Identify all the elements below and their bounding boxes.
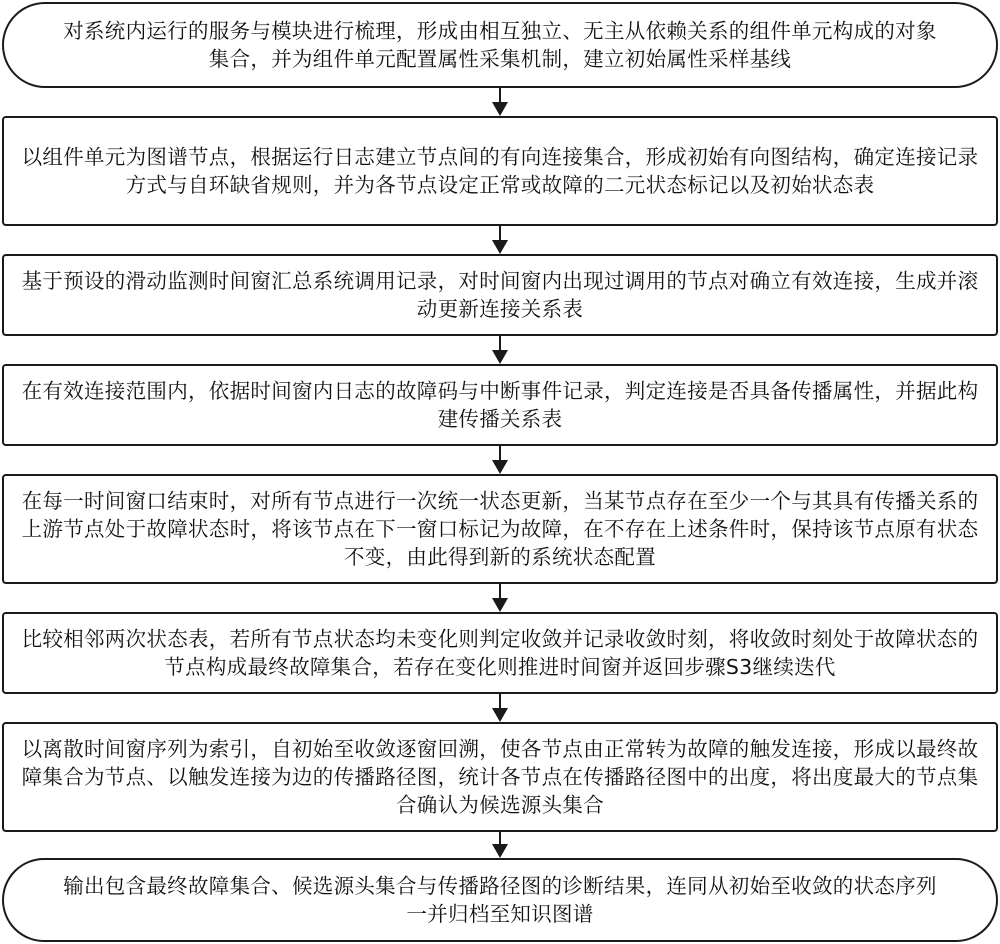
step-5-box (2, 474, 998, 584)
step-3-text: 基于预设的滑动监测时间窗汇总系统调用记录，对时间窗内出现过调用的节点对确立有效连接，生成并滚动更新连接关系表 (21, 269, 979, 321)
arrow-5-to-6 (490, 584, 510, 612)
step-2-text: 以组件单元为图谱节点，根据运行日志建立节点间的有向连接集合，形成初始有向图结构，确定连接记录方式与自环缺省规则，并为各节点设定正常或故障的二元状态标记以及初始状态表 (21, 145, 979, 197)
step-8-text: 输出包含最终故障集合、候选源头集合与传播路径图的诊断结果，连同从初始至收敛的状态序列一并归档至知识图谱 (63, 874, 937, 926)
step-2-box (2, 116, 998, 226)
arrow-3-to-4 (490, 336, 510, 364)
arrow-6-to-7 (490, 694, 510, 722)
arrow-7-to-8 (490, 832, 510, 858)
step-8-end-box (2, 858, 998, 942)
step-1-text: 对系统内运行的服务与模块进行梳理，形成由相互独立、无主从依赖关系的组件单元构成的对象集合，并为组件单元配置属性采集机制，建立初始属性采样基线 (63, 19, 937, 71)
step-4-box (2, 364, 998, 446)
arrow-1-to-2 (490, 88, 510, 116)
arrow-4-to-5 (490, 446, 510, 474)
step-3-box (2, 254, 998, 336)
arrow-2-to-3 (490, 226, 510, 254)
step-1-start-box (2, 2, 998, 88)
step-5-text: 在每一时间窗口结束时，对所有节点进行一次统一状态更新，当某节点存在至少一个与其具有传播关系的上游节点处于故障状态时，将该节点在下一窗口标记为故障，在不存在上述条件时，保持该节点原有状态不变，由此得到新的系统状态配置 (21, 489, 979, 569)
step-7-text: 以离散时间窗序列为索引，自初始至收敛逐窗回溯，使各节点由正常转为故障的触发连接，形成以最终故障集合为节点、以触发连接为边的传播路径图，统计各节点在传播路径图中的出度，将出度最大的节点集合确认为候选源头集合 (21, 737, 979, 817)
step-7-box (2, 722, 998, 832)
step-4-text: 在有效连接范围内，依据时间窗内日志的故障码与中断事件记录，判定连接是否具备传播属性，并据此构建传播关系表 (21, 379, 979, 431)
step-6-text: 比较相邻两次状态表，若所有节点状态均未变化则判定收敛并记录收敛时刻，将收敛时刻处于故障状态的节点构成最终故障集合，若存在变化则推进时间窗并返回步骤S3继续迭代 (21, 627, 979, 679)
step-6-box (2, 612, 998, 694)
